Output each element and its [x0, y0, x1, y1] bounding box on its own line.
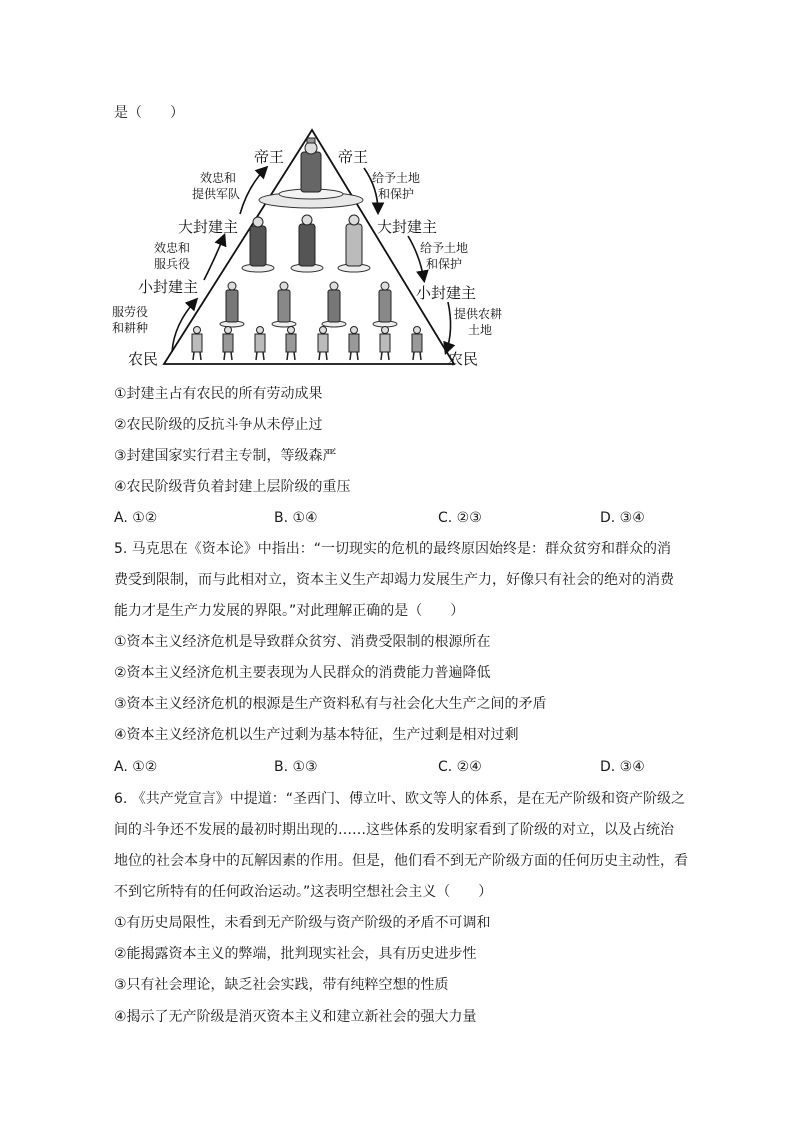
label-labor-farming-2: 和耕种 — [112, 321, 149, 335]
q6-item-1: ①有历史局限性，未看到无产阶级与资产阶级的矛盾不可调和 — [114, 915, 491, 931]
q6-stem-line-3: 地位的社会本身中的瓦解因素的作用。但是，他们看不到无产阶级方面的任何历史主动性，看 — [114, 853, 688, 869]
arrow-up-big-lord — [240, 168, 266, 214]
peasant-figure — [318, 327, 328, 361]
small-lords-figures — [220, 282, 397, 327]
peasant-figure — [349, 327, 359, 361]
great-lords-figures — [242, 215, 370, 272]
arrow-down-small-lord — [446, 302, 451, 352]
label-emperor-right: 帝王 — [338, 148, 369, 166]
label-farm-land-1: 提供农耕 — [454, 307, 503, 321]
q5-stem-line-3: 能力才是生产力发展的界限。”对此理解正确的是（ ） — [114, 603, 465, 619]
peasant-figure — [412, 327, 422, 361]
q5-stem-line-2: 费受到限制，而与此相对立，资本主义生产却竭力发展生产力，好像只有社会的绝对的消费 — [114, 572, 674, 588]
q4-item-3: ③封建国家实行君主专制，等级森严 — [114, 448, 337, 464]
q6-stem-line-4: 不到它所特有的任何政治运动。”这表明空想社会主义（ ） — [114, 884, 493, 900]
label-labor-farming-1: 服劳役 — [112, 305, 149, 319]
peasants-figures — [192, 327, 422, 361]
label-loyalty-service-1: 效忠和 — [154, 241, 191, 255]
label-loyalty-military-2: 提供军队 — [192, 187, 241, 201]
q4-item-4: ④农民阶级背负着封建上层阶级的重压 — [114, 479, 351, 495]
label-loyalty-military-1: 效忠和 — [200, 171, 237, 185]
q5-item-3: ③资本主义经济危机的根源是生产资料私有与社会化大生产之间的矛盾 — [114, 696, 547, 712]
label-big-lord-right: 大封建主 — [377, 218, 438, 236]
question-4-stem-tail: 是（ ） — [114, 105, 184, 121]
q5-item-2: ②资本主义经济危机主要表现为人民群众的消费能力普遍降低 — [114, 665, 491, 681]
label-farm-land-2: 土地 — [468, 323, 493, 337]
peasant-figure — [223, 327, 233, 361]
q5-item-4: ④资本主义经济危机以生产过剩为基本特征，生产过剩是相对过剩 — [114, 727, 519, 743]
q6-stem-line-1: 6. 《共产党宣言》中提道：“圣西门、傅立叶、欧文等人的体系，是在无产阶级和资产阶级之 — [114, 791, 686, 807]
q4-option-b[interactable]: B. ①④ — [274, 510, 318, 526]
peasant-figure — [286, 327, 296, 361]
label-peasant-right: 农民 — [448, 350, 479, 368]
label-peasant-left: 农民 — [128, 350, 159, 368]
label-small-lord-left: 小封建主 — [138, 278, 199, 296]
q6-stem-line-2: 间的斗争还不发展的最初时期出现的……这些体系的发明家看到了阶级的对立，以及占统治 — [114, 822, 674, 838]
peasant-figure — [380, 327, 390, 361]
label-land-protect-b2: 和保护 — [426, 257, 463, 271]
q5-stem-line-1: 5. 马克思在《资本论》中指出：“一切现实的危机的最终原因始终是：群众贫穷和群众的消 — [114, 541, 672, 557]
peasant-figure — [255, 327, 265, 361]
peasant-figure — [192, 327, 202, 361]
label-small-lord-right: 小封建主 — [416, 284, 477, 302]
q4-item-1: ①封建主占有农民的所有劳动成果 — [114, 386, 323, 402]
q4-option-a[interactable]: A. ①② — [114, 510, 158, 526]
label-emperor-left: 帝王 — [254, 148, 285, 166]
q5-option-d[interactable]: D. ③④ — [600, 759, 645, 775]
label-land-protect-a1: 给予土地 — [372, 171, 421, 185]
q4-item-2: ②农民阶级的反抗斗争从未停止过 — [114, 417, 323, 433]
q5-option-c[interactable]: C. ②④ — [438, 759, 482, 775]
feudal-hierarchy-pyramid-figure — [112, 124, 503, 372]
q6-item-2: ②能揭露资本主义的弊端，批判现实社会，具有历史进步性 — [114, 946, 477, 962]
label-land-protect-a2: 和保护 — [378, 187, 415, 201]
q5-option-b[interactable]: B. ①③ — [274, 759, 318, 775]
q5-option-a[interactable]: A. ①② — [114, 759, 158, 775]
label-big-lord-left: 大封建主 — [178, 218, 239, 236]
q5-item-1: ①资本主义经济危机是导致群众贫穷、消费受限制的根源所在 — [114, 634, 491, 650]
q4-option-d[interactable]: D. ③④ — [600, 510, 645, 526]
q4-option-c[interactable]: C. ②③ — [438, 510, 482, 526]
emperor-figure — [301, 138, 321, 192]
label-loyalty-service-2: 服兵役 — [154, 257, 191, 271]
q6-item-3: ③只有社会理论，缺乏社会实践，带有纯粹空想的性质 — [114, 977, 449, 993]
label-land-protect-b1: 给予土地 — [420, 241, 469, 255]
q6-item-4: ④揭示了无产阶级是消灭资本主义和建立新社会的强大力量 — [114, 1009, 477, 1025]
